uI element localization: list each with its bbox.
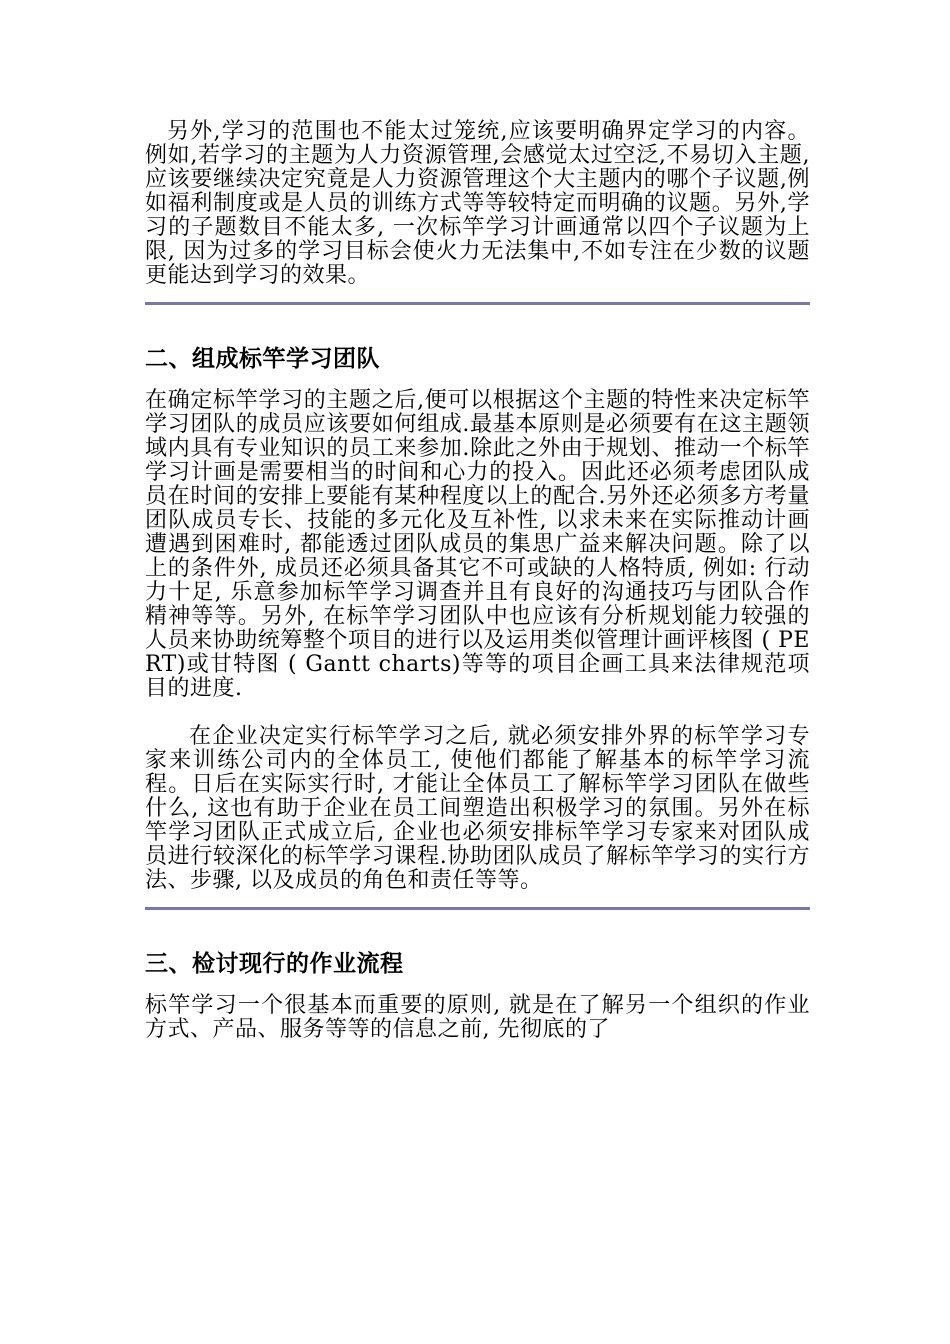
section-heading-2: 二、组成标竿学习团队 (145, 346, 380, 372)
section2-paragraph-2: 在企业决定实行标竿学习之后, 就必须安排外界的标竿学习专家来训练公司内的全体员工, 使他们都能了解基本的标竿学习流程。日后在实际实行时, 才能让全体员工了解标竿学习团队在做些什么, 这也有助于企业在员工间塑造出积极学习的氛围。另外在标竿学习团队正式成立后, 企业也必须安排标竿学习专家来对团队成员进行较深化的标竿学习课程.协助团队成员了解标竿学习的实行方法、步骤, 以及成员的角色和责任等等。 (145, 724, 810, 893)
document-page (145, 120, 810, 1042)
intro-paragraph: 另外,学习的范围也不能太过笼统,应该要明确界定学习的内容。例如,若学习的主题为人力资源管理,会感觉太过空泛,不易切入主题,应该要继续决定究竟是人力资源管理这个大主题内的哪个子议题,例如福利制度或是人员的训练方式等等较特定而明确的议题。另外,学习的子题数目不能太多, 一次标竿学习计画通常以四个子议题为上限, 因为过多的学习目标会使火力无法集中,不如专注在少数的议题更能达到学习的效果。 (145, 119, 810, 288)
section3-paragraph-1: 标竿学习一个很基本而重要的原则, 就是在了解另一个组织的作业方式、产品、服务等等的信息之前, 先彻底的了 (145, 993, 810, 1042)
section2-paragraph-1: 在确定标竿学习的主题之后,便可以根据这个主题的特性来决定标竿学习团队的成员应该要如何组成.最基本原则是必须要有在这主题领域内具有专业知识的员工来参加.除此之外由于规划、推动一个标竿学习计画是需要相当的时间和心力的投入。因此还必须考虑团队成员在时间的安排上要能有某种程度以上的配合.另外还必须多方考量团队成员专长、技能的多元化及互补性, 以求未来在实际推动计画遭遇到困难时, 都能透过团队成员的集思广益来解决问题。除了以上的条件外, 成员还必须具备其它不可或缺的人格特质, 例如: 行动力十足, 乐意参加标竿学习调查并且有良好的沟通技巧与团队合作精神等等。另外, 在标竿学习团队中也应该有分析规划能力较强的人员来协助统筹整个项目的进行以及运用类似管理计画评核图 ( PERT)或甘特图 ( Gantt charts)等等的项目企画工具来法律规范项目的进度. (145, 388, 810, 701)
section-heading-3: 三、检讨现行的作业流程 (145, 951, 404, 977)
